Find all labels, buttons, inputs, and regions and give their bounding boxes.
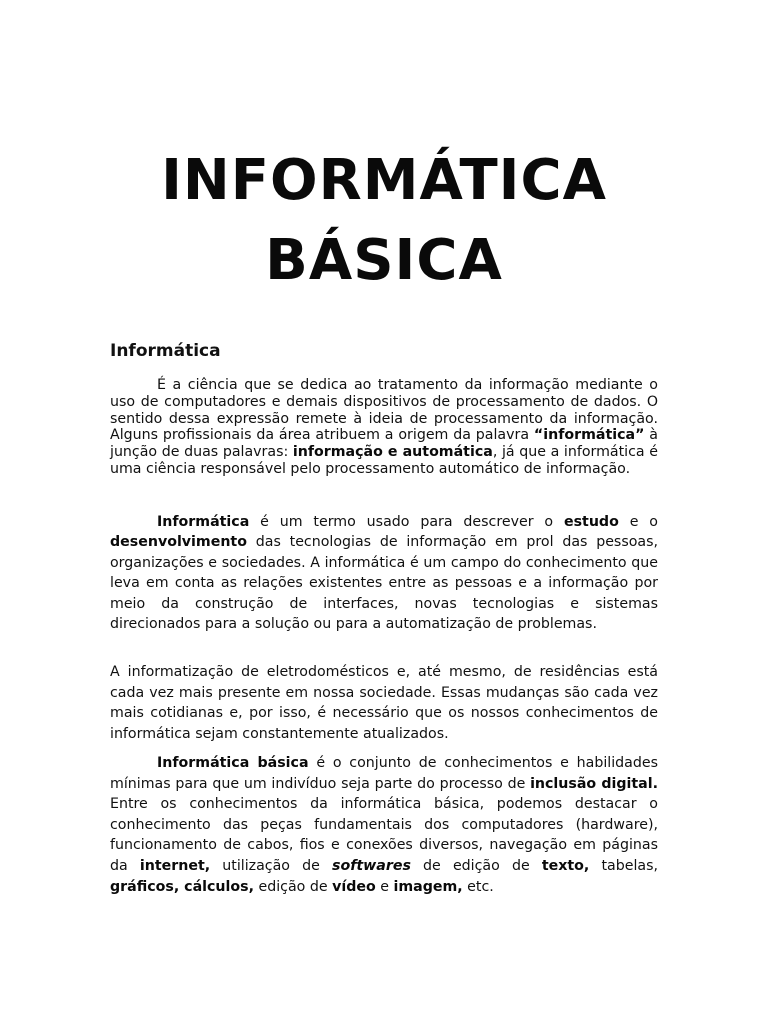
paragraph-4-text-4: de edição de [410, 857, 542, 874]
paragraph-4-text-3: utilização de [210, 857, 333, 874]
paragraph-4-bold-3: internet, [139, 857, 211, 874]
paragraph-4-text-6: edição de [253, 878, 333, 895]
paragraph-1-text-1: É a ciência que se dedica ao tratamento da informação mediante o uso de computadores e demais dispositivos de processamento de dados. O sentido dessa expressão remete à ideia de processamento da informação. Alguns profissionais da área atribuem a origem da palavra [110, 377, 658, 444]
paragraph-1-text-3: , já que a informática é uma ciência responsável pelo processamento automático de informação. [110, 444, 658, 477]
paragraph-2-text-3: das tecnologias de informação em prol das pessoas, organizações e sociedades. A informática é um campo do conhecimento que leva em conta as relações existentes entre as pessoas e a informação por meio da construção de interfaces, novas tecnologias e sistemas direcionados para a solução ou para a automatização de problemas. [110, 534, 658, 633]
paragraph-1 [110, 377, 658, 478]
paragraph-4-bold-5: gráficos, cálculos, [110, 878, 254, 895]
paragraph-4-text-5: tabelas, [589, 857, 658, 874]
paragraph-4-text-8: etc. [462, 878, 494, 895]
paragraph-2-text-2: e o [618, 514, 658, 530]
paragraph-4-bold-italic-1 [332, 858, 411, 874]
paragraph-2-text-1: é um termo usado para descrever o [249, 514, 564, 530]
paragraph-4-bold-4: texto, [541, 857, 590, 874]
document-title-line-1: INFORMÁTICA [161, 148, 607, 213]
paragraph-4-text-7: e [375, 878, 394, 895]
paragraph-2-bold-1: Informática [157, 514, 250, 530]
paragraph-2 [110, 512, 658, 634]
paragraph-1-bold-1: “informática” [533, 427, 645, 444]
paragraph-1-bold-2: informação e automática [292, 444, 493, 461]
paragraph-4-text-2: Entre os conhecimentos da informática básica, podemos destacar o conhecimento das peças fundamentais dos computadores (hardware), funcionamento de cabos, fios e conexões diversos, navegação em páginas da [110, 796, 658, 874]
document-title-line-2: BÁSICA [265, 228, 503, 293]
paragraph-2-bold-3: desenvolvimento [110, 534, 247, 551]
paragraph-4-text-1: é o conjunto de conhecimentos e habilidades mínimas para que um indivíduo seja parte do processo de [110, 755, 658, 792]
paragraph-2-bold-2: estudo [563, 514, 619, 530]
section-heading: Informática [110, 341, 221, 361]
paragraph-1-text-2: à junção de duas palavras: [110, 427, 658, 461]
paragraph-4-bold-1: Informática básica [157, 755, 309, 771]
paragraph-4-bold-7: imagem, [393, 878, 463, 895]
paragraph-3-text-1: A informatização de eletrodomésticos e, até mesmo, de residências está cada vez mais presente em nossa sociedade. Essas mudanças são cada vez mais cotidianas e, por isso, é necessário que os nossos conhecimentos de informática sejam constantemente atualizados. [110, 664, 658, 742]
paragraph-3 [110, 662, 658, 744]
paragraph-4-bold-2: inclusão digital. [530, 775, 658, 792]
paragraph-4-bold-6: vídeo [332, 878, 376, 895]
paragraph-4-italic-1: softwares [332, 857, 411, 874]
paragraph-4 [110, 753, 658, 897]
document-page [110, 0, 658, 1024]
